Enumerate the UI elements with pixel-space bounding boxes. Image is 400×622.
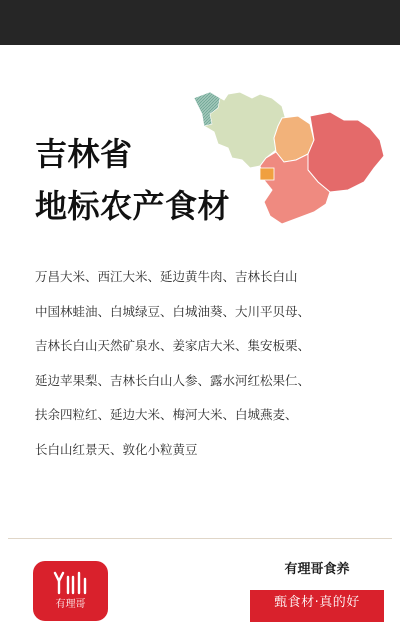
product-list-line: 万昌大米、西江大米、延边黄牛肉、吉林长白山 [35, 269, 298, 284]
page-title-line2: 地标农产食材 [35, 187, 231, 225]
product-list-line: 长白山红景天、敦化小粒黄豆 [35, 441, 198, 457]
brand-name: 有理哥食养 [284, 562, 350, 577]
product-list-line: 扶余四粒红、延边大米、梅河大米、白城燕麦、 [35, 407, 298, 422]
map-region-east [308, 112, 384, 192]
brand-logo-icon [52, 571, 90, 597]
product-list-line: 延边苹果梨、吉林长白山人参、露水河红松果仁、 [35, 372, 311, 388]
product-list-line: 吉林长白山天然矿泉水、姜家店大米、集安板栗、 [35, 338, 311, 353]
footer-divider [8, 538, 392, 539]
brand-logo-text: 有理哥 [55, 599, 86, 610]
brand-slogan: 甄食材·真的好 [250, 590, 384, 622]
top-bar [0, 0, 400, 45]
product-list-line: 中国林蛙油、白城绿豆、白城油葵、大川平贝母、 [35, 303, 311, 319]
brand-logo[interactable] [33, 561, 108, 621]
page-title-line1: 吉林省 [35, 135, 133, 173]
product-list [35, 265, 365, 472]
